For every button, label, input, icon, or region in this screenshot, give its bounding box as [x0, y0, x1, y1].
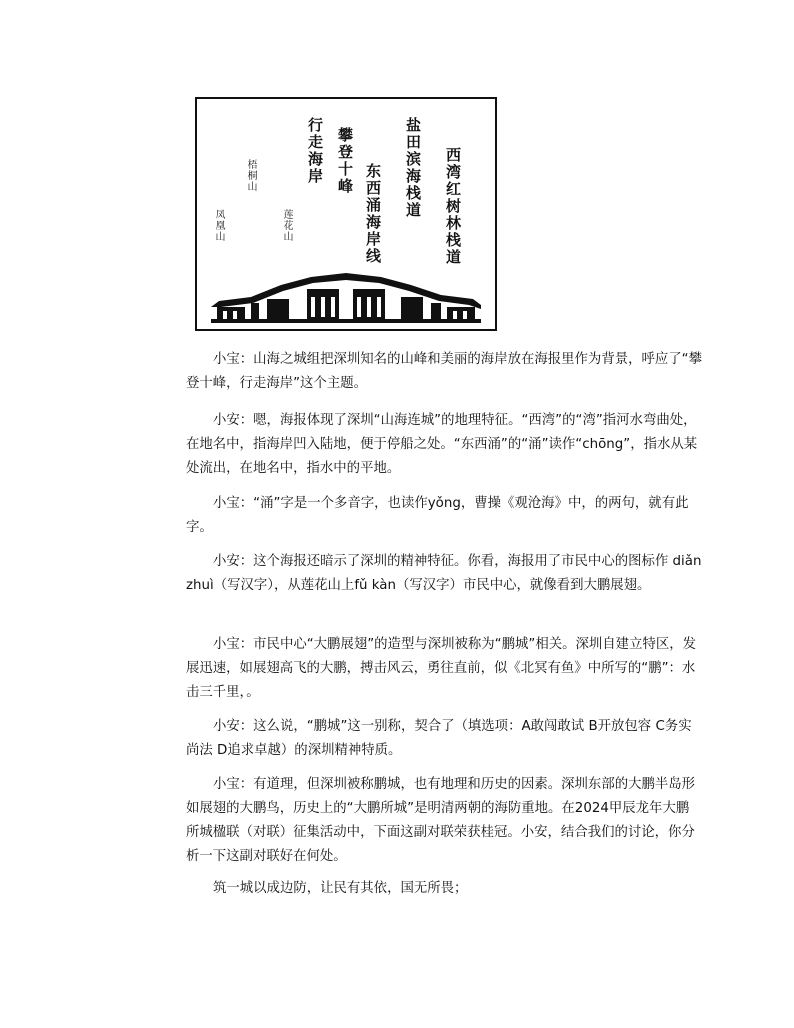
poster-title-xiwan: 西湾红树林栈道 — [444, 147, 462, 266]
dialogue-paragraph-4: 小安：这个海报还暗示了深圳的精神特征。你看，海报用了市民中心的图标作 diǎn zhuì（写汉字），从莲花山上fǔ kàn（写汉字）市民中心，就像看到大鹏展翅。 — [186, 554, 702, 593]
dialogue-paragraph-1: 小宝：山海之城组把深圳知名的山峰和美丽的海岸放在海报里作为背景，呼应了“攀登十峰，行走海岸”这个主题。 — [186, 352, 702, 391]
couplet-first-line: 筑一城以成边防，让民有其依，国无所畏； — [213, 881, 468, 896]
civic-center-skyline-icon — [211, 263, 481, 323]
dialogue-paragraph-6: 小安：这么说，“鹏城”这一别称，契合了（填选项：A敢闯敢试 B开放包容 C务实尚法 D追求卓越）的深圳精神特质。 — [186, 719, 692, 758]
poster-title-climb: 攀登十峰 — [336, 127, 354, 195]
poster-image — [195, 97, 497, 331]
dialogue-paragraph-2: 小安：嗯，海报体现了深圳“山海连城”的地理特征。“西湾”的“湾”指河水弯曲处，在地名中，指海岸凹入陆地，便于停船之处。“东西涌”的“涌”读作“chōng”，指水从某处流出，在地名中，指水中的平地。 — [186, 413, 698, 476]
dialogue-paragraph-5: 小宝：市民中心“大鹏展翅”的造型与深圳被称为“鹏城”相关。深圳自建立特区，发展迅速，如展翅高飞的大鹏，搏击风云，勇往直前，似《北冥有鱼》中所写的“鹏”：水击三千里，。 — [186, 637, 697, 700]
poster-title-yantian: 盐田滨海栈道 — [404, 117, 422, 219]
poster-title-walk: 行走海岸 — [306, 117, 324, 185]
poster-mountain-lianhua: 莲花山 — [281, 209, 292, 242]
poster-title-dongxichong: 东西涌海岸线 — [364, 163, 382, 265]
poster-mountain-fenghuang: 凤凰山 — [213, 209, 224, 242]
poster-mountain-wutong: 梧桐山 — [245, 159, 256, 192]
dialogue-paragraph-3: 小宝：“涌”字是一个多音字，也读作yǒng，曹操《观沧海》中，的两句，就有此字。 — [186, 496, 689, 535]
dialogue-paragraph-7: 小宝：有道理，但深圳被称鹏城，也有地理和历史的因素。深圳东部的大鹏半岛形如展翅的大鹏鸟，历史上的“大鹏所城”是明清两朝的海防重地。在2024甲辰龙年大鹏所城楹联（对联）征集活动中，下面这副对联荣获桂冠。小安，结合我们的讨论，你分析一下这副对联好在何处。 — [186, 777, 696, 864]
